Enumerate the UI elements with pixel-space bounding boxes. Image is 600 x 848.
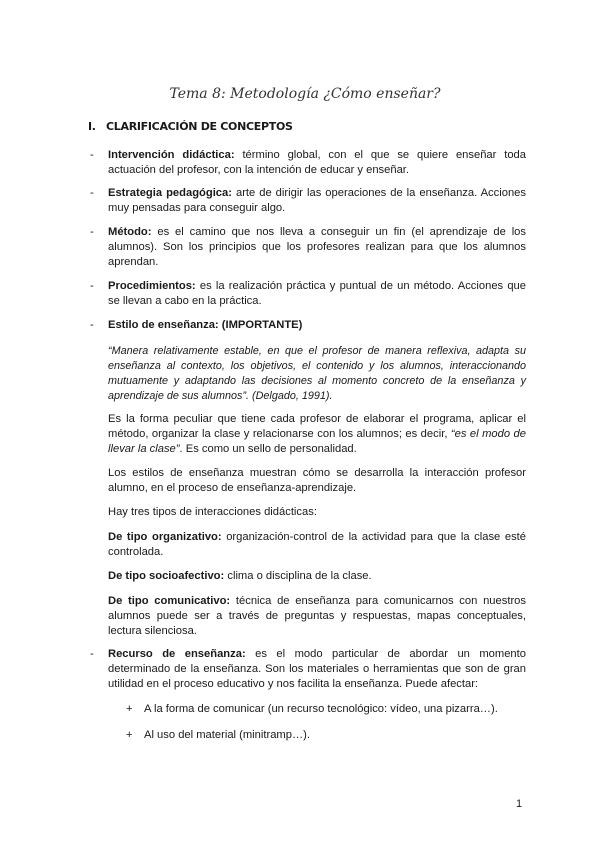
list-item-procedimientos — [90, 279, 526, 309]
sub-item-text: A la forma de comunicar (un recurso tecnológico: vídeo, una pizarra…). — [144, 703, 498, 715]
definition: es el camino que nos lleva a conseguir un fin (el aprendizaje de los alumnos). Son los principios que los profesores realizan para que los alumnos aprendan. — [108, 226, 526, 268]
list-item-estrategia — [90, 186, 526, 216]
interaction-type-socioafectivo — [108, 569, 526, 584]
estilo-paragraph-3: Hay tres tipos de interacciones didácticas: — [108, 506, 317, 518]
definition: es la realización práctica y puntual de un método. Acciones que se llevan a cabo en la práctica. — [108, 280, 526, 307]
list-bullet: - — [90, 226, 94, 238]
term: Intervención didáctica: — [108, 149, 235, 161]
list-item-intervencion — [90, 148, 526, 178]
definition: término global, con el que se quiere enseñar toda actuación del profesor, con la intención de educar y enseñar. — [108, 149, 526, 176]
list-bullet: - — [90, 187, 94, 199]
definition: arte de dirigir las operaciones de la enseñanza. Acciones muy pensadas para conseguir algo. — [108, 187, 526, 214]
p1-italic: “es el modo de llevar la clase” — [108, 428, 526, 455]
page-number: 1 — [516, 798, 523, 810]
definition: es el modo particular de abordar un momento determinado de la enseñanza. Son los materiales o herramientas que son de gran utilidad en el proceso educativo y nos facilita la enseñanza. Puede afectar: — [108, 648, 526, 690]
sub-bullet: + — [126, 703, 133, 715]
interaction-type-organizativo — [108, 530, 526, 560]
term: Método: — [108, 226, 152, 238]
p1-end: . Es como un sello de personalidad. — [179, 443, 357, 455]
definition: técnica de enseñanza para comunicarnos con nuestros alumnos puede ser a través de preguntas y respuestas, mapas conceptuales, lectura silenciosa. — [108, 595, 526, 637]
section-heading — [88, 120, 293, 133]
section-number: I. — [88, 120, 96, 133]
term: Estilo de enseñanza: (IMPORTANTE) — [108, 319, 303, 331]
definition: clima o disciplina de la clase. — [224, 570, 372, 582]
term: Procedimientos: — [108, 280, 196, 292]
recurso-sub-item — [126, 702, 526, 717]
p1-start: Es la forma peculiar que tiene cada profesor de elaborar el programa, aplicar el método, organizar la clase y relacionarse con los alumnos; es decir, — [108, 413, 526, 440]
definition: organización-control de la actividad para que la clase esté controlada. — [108, 531, 526, 558]
page-title: Tema 8: Metodología ¿Cómo enseñar? — [169, 86, 441, 102]
term: Estrategia pedagógica: — [108, 187, 232, 199]
list-item-metodo — [90, 225, 526, 270]
list-bullet: - — [90, 648, 94, 660]
term: De tipo socioafectivo: — [108, 570, 225, 582]
list-item-recurso — [90, 647, 526, 692]
sub-item-text: Al uso del material (minitramp…). — [144, 729, 310, 741]
list-bullet: - — [90, 280, 94, 292]
recurso-sub-item — [126, 728, 526, 743]
term: De tipo comunicativo: — [108, 595, 231, 607]
section-heading-text: CLARIFICACIÓN DE CONCEPTOS — [106, 120, 293, 133]
list-bullet: - — [90, 149, 94, 161]
list-bullet: - — [90, 319, 94, 331]
term: De tipo organizativo: — [108, 531, 222, 543]
estilo-paragraph-1 — [108, 412, 526, 457]
estilo-quote: “Manera relativamente estable, en que el profesor de manera reflexiva, adapta su enseñanza al contexto, los objetivos, el contenido y los alumnos, interaccionando mutuamente y adaptando las decisiones al momento concreto de la enseñanza y aprendizaje de sus alumnos”. (Delgado, 1991). — [108, 345, 526, 402]
term: Recurso de enseñanza: — [108, 648, 246, 660]
sub-bullet: + — [126, 729, 133, 741]
interaction-type-comunicativo — [108, 594, 526, 639]
estilo-paragraph-2: Los estilos de enseñanza muestran cómo se desarrolla la interacción profesor alumno, en el proceso de enseñanza-aprendizaje. — [108, 467, 526, 494]
list-item-estilo — [90, 318, 526, 333]
